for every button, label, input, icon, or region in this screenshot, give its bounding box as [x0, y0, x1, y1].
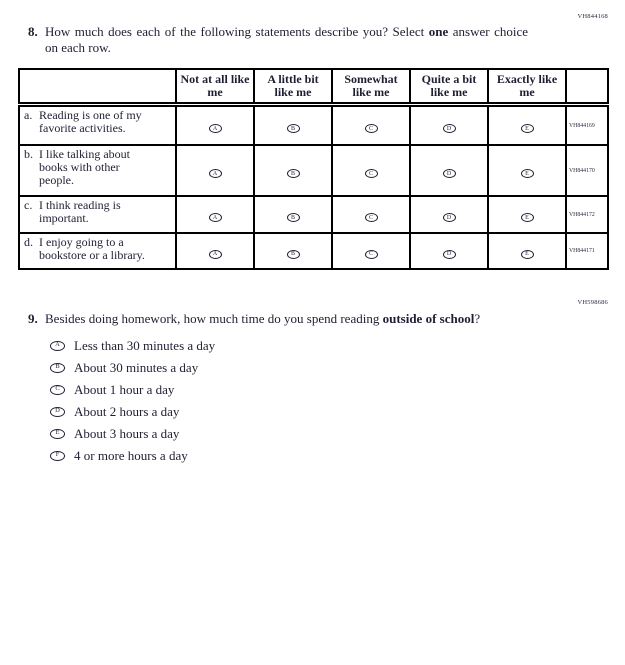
answer-cell: [176, 145, 254, 196]
column-header-a-little-bit: A little bit like me: [254, 69, 332, 105]
answer-cell: [410, 233, 488, 269]
radio-oval-a[interactable]: A: [209, 169, 222, 178]
radio-oval-d[interactable]: D: [443, 213, 456, 222]
answer-cell: [254, 233, 332, 269]
row-code: VH844172: [566, 196, 608, 233]
option-label: 4 or more hours a day: [74, 447, 188, 463]
q9-number: 9.: [28, 311, 38, 326]
radio-oval-a[interactable]: A: [209, 250, 222, 259]
answer-cell: [488, 105, 566, 146]
answer-cell: [176, 233, 254, 269]
row-statement: Reading is one of my favorite activities.: [39, 108, 142, 135]
code-column-header: [566, 69, 608, 105]
q8-text: [45, 24, 528, 55]
statement-cell: [19, 196, 176, 233]
q9-text-bold: outside of school: [382, 311, 475, 326]
q8-number: 8.: [28, 24, 38, 39]
row-letter: b.: [24, 147, 33, 161]
radio-oval-f[interactable]: F: [50, 451, 65, 461]
row-letter: c.: [24, 198, 33, 212]
row-statement: I enjoy going to a bookstore or a library.: [39, 235, 145, 262]
table-row-a: [19, 105, 608, 146]
q9-text-before: Besides doing homework, how much time do you spend reading: [45, 311, 383, 326]
row-code: VH844171: [566, 233, 608, 269]
answer-cell: [410, 105, 488, 146]
radio-oval-e[interactable]: E: [50, 429, 65, 439]
table-row-b: [19, 145, 608, 196]
option-label: Less than 30 minutes a day: [74, 337, 216, 353]
radio-oval-d[interactable]: D: [443, 169, 456, 178]
statement-cell: [19, 105, 176, 146]
answer-cell: [176, 196, 254, 233]
radio-oval-c[interactable]: C: [365, 250, 378, 259]
radio-oval-c[interactable]: C: [365, 124, 378, 133]
table-row-d: [19, 233, 608, 269]
header-row: [19, 69, 608, 105]
radio-oval-a[interactable]: A: [209, 124, 222, 133]
q8-text-bold: one: [428, 24, 449, 39]
statement-column-header: [19, 69, 176, 105]
option-label: About 30 minutes a day: [74, 359, 199, 375]
q8-text-before: How much does each of the following statements describe you? Select: [45, 24, 429, 39]
option-row-e: [50, 427, 215, 440]
row-code: VH844170: [566, 145, 608, 196]
radio-oval-a[interactable]: A: [209, 213, 222, 222]
radio-oval-d[interactable]: D: [443, 124, 456, 133]
radio-oval-b[interactable]: B: [50, 363, 65, 373]
question-9: [28, 311, 480, 327]
q8-text-after: answer choice on each row.: [45, 24, 528, 55]
row-statement: I think reading is important.: [39, 198, 121, 225]
answer-cell: [410, 145, 488, 196]
radio-oval-e[interactable]: E: [521, 169, 534, 178]
answer-cell: [488, 196, 566, 233]
answer-cell: [254, 145, 332, 196]
answer-cell: [332, 145, 410, 196]
statement-cell: [19, 145, 176, 196]
column-header-not-at-all: Not at all like me: [176, 69, 254, 105]
row-statement: I like talking about books with other people.: [39, 147, 130, 187]
q9-options-list: [50, 339, 215, 471]
answer-cell: [254, 196, 332, 233]
radio-oval-e[interactable]: E: [521, 213, 534, 222]
radio-oval-a[interactable]: A: [50, 341, 65, 351]
row-code: VH844169: [566, 105, 608, 146]
answer-cell: [488, 145, 566, 196]
radio-oval-c[interactable]: C: [365, 169, 378, 178]
row-letter: a.: [24, 108, 33, 122]
radio-oval-b[interactable]: B: [287, 169, 300, 178]
q9-accession-code: VH598686: [577, 299, 608, 306]
option-row-b: [50, 361, 215, 374]
q9-text: [45, 311, 480, 327]
question-8: [28, 24, 528, 55]
table-row-c: [19, 196, 608, 233]
radio-oval-b[interactable]: B: [287, 124, 300, 133]
radio-oval-b[interactable]: B: [287, 250, 300, 259]
option-row-f: [50, 449, 215, 462]
radio-oval-e[interactable]: E: [521, 250, 534, 259]
option-label: About 1 hour a day: [74, 381, 175, 397]
option-row-a: [50, 339, 215, 352]
answer-cell: [488, 233, 566, 269]
q8-accession-code: VH844168: [577, 13, 608, 20]
radio-oval-e[interactable]: E: [521, 124, 534, 133]
option-row-d: [50, 405, 215, 418]
answer-cell: [410, 196, 488, 233]
option-row-c: [50, 383, 215, 396]
q8-matrix-table: [18, 68, 609, 270]
option-label: About 2 hours a day: [74, 403, 180, 419]
answer-cell: [332, 196, 410, 233]
answer-cell: [254, 105, 332, 146]
radio-oval-d[interactable]: D: [50, 407, 65, 417]
radio-oval-c[interactable]: C: [365, 213, 378, 222]
column-header-quite-a-bit: Quite a bit like me: [410, 69, 488, 105]
statement-cell: [19, 233, 176, 269]
column-header-somewhat: Somewhat like me: [332, 69, 410, 105]
answer-cell: [332, 233, 410, 269]
row-letter: d.: [24, 235, 33, 249]
q9-text-after: ?: [474, 311, 481, 326]
radio-oval-d[interactable]: D: [443, 250, 456, 259]
radio-oval-b[interactable]: B: [287, 213, 300, 222]
answer-cell: [332, 105, 410, 146]
column-header-exactly-like: Exactly like me: [488, 69, 566, 105]
answer-cell: [176, 105, 254, 146]
option-label: About 3 hours a day: [74, 425, 180, 441]
radio-oval-c[interactable]: C: [50, 385, 65, 395]
